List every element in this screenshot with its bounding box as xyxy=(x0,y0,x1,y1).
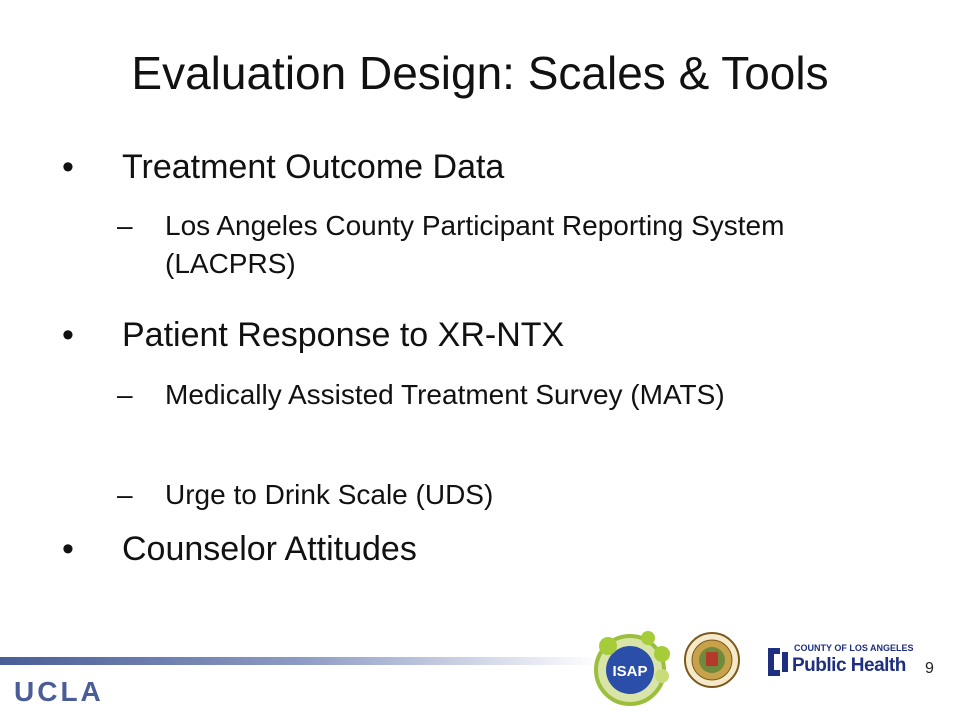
public-health-emblem-icon xyxy=(764,644,792,680)
sub-bullet-text: Los Angeles County Participant Reporting System (LACPRS) xyxy=(165,210,785,279)
sub-bullet-text: Urge to Drink Scale (UDS) xyxy=(165,479,494,510)
bullet-dot: • xyxy=(62,148,74,186)
page-number: 9 xyxy=(925,660,934,677)
sub-bullet-text: Medically Assisted Treatment Survey (MATS) xyxy=(165,379,725,410)
public-health-text: Public Health xyxy=(792,655,906,676)
isap-logo-text: ISAP xyxy=(612,663,648,680)
public-health-county-text: COUNTY OF LOS ANGELES xyxy=(794,643,914,653)
bullet-text: Patient Response to XR-NTX xyxy=(122,316,565,354)
bullet-dot: • xyxy=(62,316,74,354)
slide-title: Evaluation Design: Scales & Tools xyxy=(131,47,829,99)
sub-bullet-dash: – xyxy=(117,210,133,241)
footer-gradient-bar xyxy=(0,657,600,665)
bullet-text: Treatment Outcome Data xyxy=(122,148,505,186)
bullet-dot: • xyxy=(62,530,74,568)
ucla-logo: UCLA xyxy=(14,676,104,707)
public-health-logo xyxy=(764,640,914,684)
isap-logo xyxy=(590,626,676,712)
sub-bullet-dash: – xyxy=(117,379,133,410)
bullet-text: Counselor Attitudes xyxy=(122,530,417,568)
county-seal-logo xyxy=(684,632,740,688)
sub-bullet-dash: – xyxy=(117,479,133,510)
